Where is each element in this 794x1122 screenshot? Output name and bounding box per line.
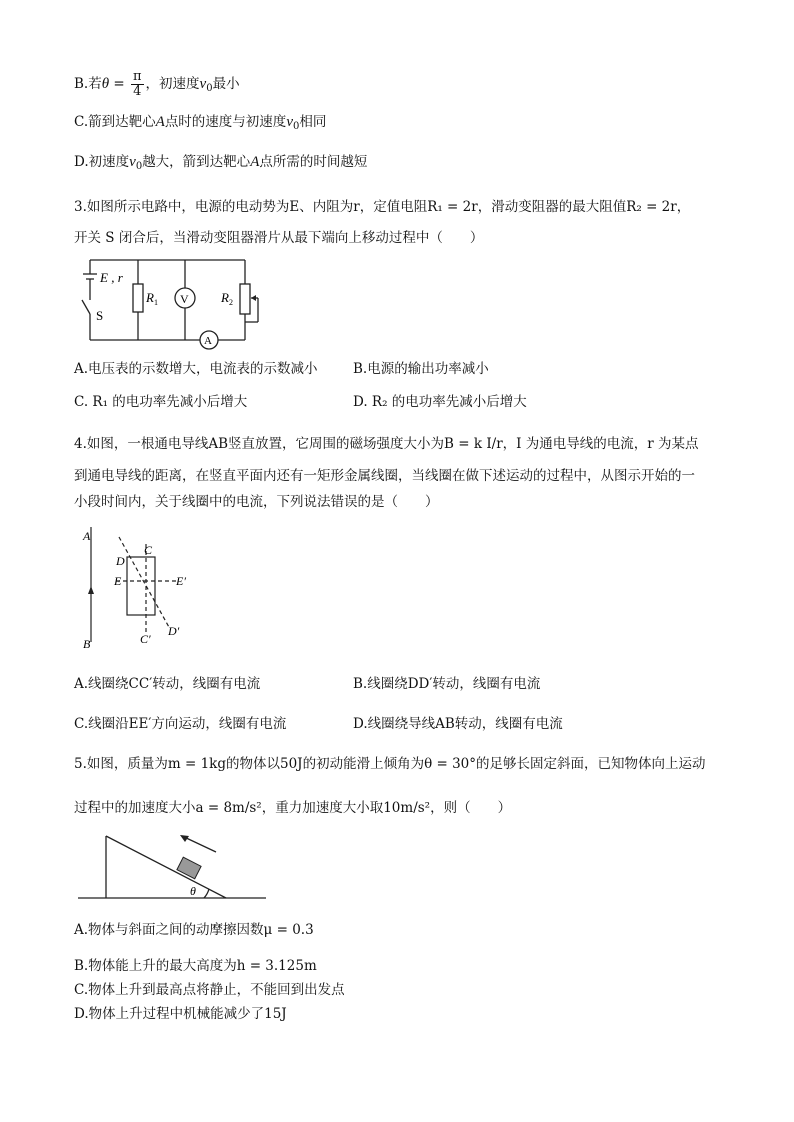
q3-circuit-figure	[70, 252, 280, 352]
wire-end-b: B	[83, 637, 91, 651]
q3-option-a: A.电压表的示数增大，电流表的示数减小	[74, 361, 318, 377]
r1-label: $R_1$	[146, 290, 158, 307]
axis-cp-label: C′	[140, 632, 151, 646]
switch-label: S	[96, 308, 104, 323]
q3-option-d: D. R₂ 的电功率先减小后增大	[353, 394, 527, 410]
axis-c-label: C	[144, 543, 153, 557]
q4-stem-line2: 到通电导线的距离，在竖直平面内还有一矩形金属线圈，当线圈在做下述运动的过程中，从图示开始的一	[74, 468, 695, 484]
q4-stem-line1: 4.如图，一根通电导线AB竖直放置，它周围的磁场强度大小为B = k I/r，I 为通电导线的电流，r 为某点	[74, 436, 699, 452]
q4-option-b: B.线圈绕DD′转动，线圈有电流	[353, 676, 541, 692]
axis-d-label: D	[116, 554, 125, 568]
q3-option-b: B.电源的输出功率减小	[353, 361, 489, 377]
q5-option-d: D.物体上升过程中机械能减少了15J	[74, 1006, 287, 1022]
ammeter-label: A	[204, 335, 212, 347]
q3-stem-line1: 3.如图所示电路中，电源的电动势为E、内阻为r，定值电阻R₁ = 2r，滑动变阻器的最大阻值R₂ = 2r，	[74, 199, 691, 215]
q4-coil-figure	[78, 522, 198, 652]
voltmeter-label: V	[180, 292, 189, 306]
q5-stem-line1: 5.如图，质量为m = 1kg的物体以50J的初动能滑上倾角为θ = 30°的足够长固定斜面，已知物体向上运动	[74, 756, 706, 772]
q5-incline-figure	[76, 830, 276, 910]
q5-option-c: C.物体上升到最高点将静止，不能回到出发点	[74, 982, 345, 998]
q4-stem-line3: 小段时间内，关于线圈中的电流，下列说法错误的是（ ）	[74, 494, 439, 510]
q2-option-c: C.箭到达靶心A点时的速度与初速度$v_0$相同	[74, 114, 327, 132]
q2-option-b: B.若θ = $\frac{\pi}{4}$ ，初速度$v_0$最小	[74, 69, 240, 99]
q5-option-a: A.物体与斜面之间的动摩擦因数μ = 0.3	[74, 922, 314, 938]
emf-label: E , r	[100, 270, 123, 285]
q3-option-c: C. R₁ 的电功率先减小后增大	[74, 394, 248, 410]
axis-e-label: E	[114, 574, 122, 588]
r2-label: $R_2$	[221, 290, 233, 307]
fraction: $\frac{\pi}{4}$	[133, 69, 142, 99]
q5-stem-line2: 过程中的加速度大小a = 8m/s²，重力加速度大小取10m/s²，则（ ）	[74, 800, 512, 816]
q3-stem-line2: 开关 S 闭合后，当滑动变阻器滑片从最下端向上移动过程中（ ）	[74, 230, 484, 246]
q5-option-b: B.物体能上升的最大高度为h = 3.125m	[74, 958, 317, 974]
wire-end-a: A	[83, 529, 91, 543]
q4-option-a: A.线圈绕CC′转动，线圈有电流	[74, 676, 261, 692]
q4-option-d: D.线圈绕导线AB转动，线圈有电流	[353, 716, 563, 732]
axis-dp-label: D′	[168, 624, 180, 638]
angle-theta-label: θ	[190, 884, 196, 898]
axis-ep-label: E′	[176, 574, 186, 588]
q4-option-c: C.线圈沿EE′方向运动，线圈有电流	[74, 716, 287, 732]
q2-option-d: D.初速度$v_0$越大，箭到达靶心A点所需的时间越短	[74, 154, 368, 172]
